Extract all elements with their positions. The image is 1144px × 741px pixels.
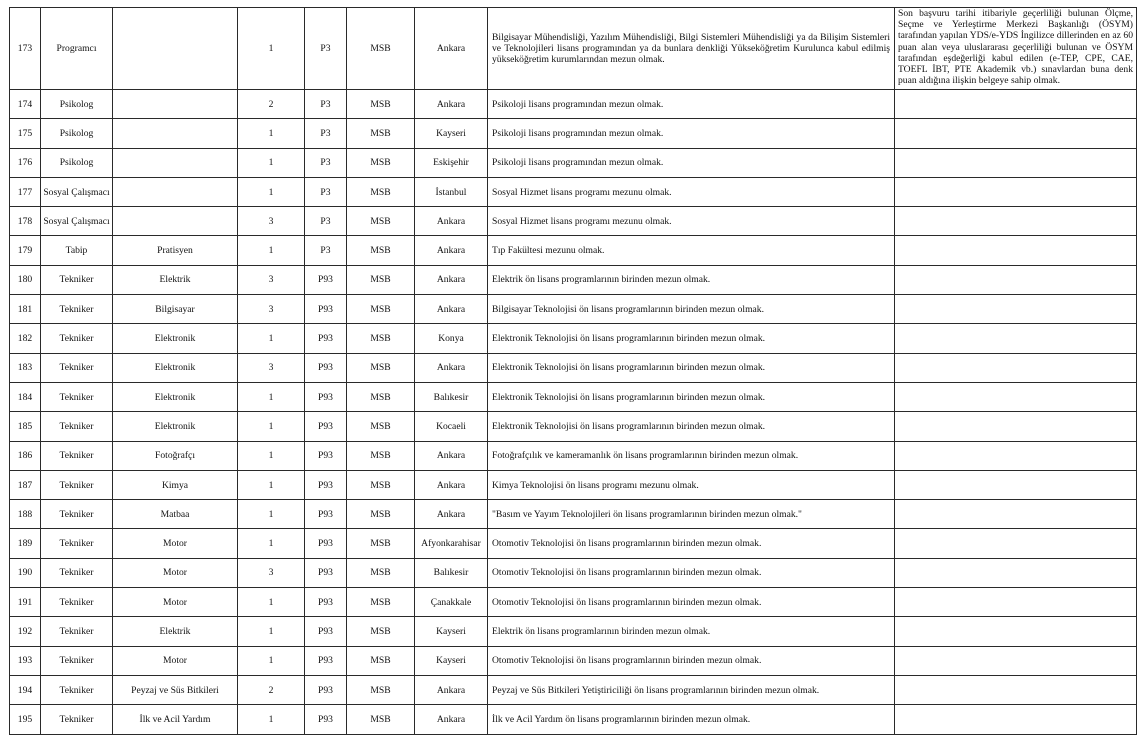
title-cell: Tabip [41, 236, 113, 265]
city-cell: Ankara [415, 90, 488, 119]
score-type-cell: P93 [305, 500, 347, 529]
education-requirement-cell: Elektronik Teknolojisi ön lisans programlarının birinden mezun olmak. [488, 382, 895, 411]
score-type-cell: P93 [305, 675, 347, 704]
score-type-cell: P3 [305, 148, 347, 177]
count-cell: 2 [238, 90, 305, 119]
title-cell: Tekniker [41, 353, 113, 382]
score-type-cell: P93 [305, 617, 347, 646]
city-cell: Kayseri [415, 617, 488, 646]
city-cell: Çanakkale [415, 588, 488, 617]
branch-cell: Motor [113, 529, 238, 558]
table-row [10, 500, 1137, 529]
additional-requirement-cell [895, 588, 1137, 617]
city-cell: Kayseri [415, 119, 488, 148]
branch-cell [113, 207, 238, 236]
branch-cell: Motor [113, 588, 238, 617]
title-cell: Sosyal Çalışmacı [41, 207, 113, 236]
additional-requirement-cell [895, 529, 1137, 558]
count-cell: 1 [238, 529, 305, 558]
table-row [10, 412, 1137, 441]
city-cell: Ankara [415, 470, 488, 499]
table-row [10, 646, 1137, 675]
score-type-cell: P3 [305, 236, 347, 265]
score-type-cell: P93 [305, 588, 347, 617]
institution-cell: MSB [347, 8, 415, 90]
branch-cell: Kimya [113, 470, 238, 499]
table-row [10, 588, 1137, 617]
count-cell: 1 [238, 412, 305, 441]
education-requirement-cell: Sosyal Hizmet lisans programı mezunu olmak. [488, 177, 895, 206]
city-cell: Ankara [415, 236, 488, 265]
city-cell: Ankara [415, 675, 488, 704]
row-number-cell: 177 [10, 177, 41, 206]
score-type-cell: P3 [305, 8, 347, 90]
positions-table [9, 7, 1137, 735]
score-type-cell: P93 [305, 353, 347, 382]
education-requirement-cell: Psikoloji lisans programından mezun olmak. [488, 148, 895, 177]
table-row [10, 236, 1137, 265]
education-requirement-cell: Kimya Teknolojisi ön lisans programı mezunu olmak. [488, 470, 895, 499]
row-number-cell: 175 [10, 119, 41, 148]
education-requirement-cell: Psikoloji lisans programından mezun olmak. [488, 90, 895, 119]
row-number-cell: 190 [10, 558, 41, 587]
title-cell: Tekniker [41, 558, 113, 587]
branch-cell: Motor [113, 558, 238, 587]
row-number-cell: 189 [10, 529, 41, 558]
count-cell: 1 [238, 324, 305, 353]
score-type-cell: P3 [305, 90, 347, 119]
institution-cell: MSB [347, 382, 415, 411]
title-cell: Tekniker [41, 705, 113, 734]
education-requirement-cell: Elektronik Teknolojisi ön lisans programlarının birinden mezun olmak. [488, 412, 895, 441]
score-type-cell: P93 [305, 646, 347, 675]
additional-requirement-cell [895, 412, 1137, 441]
row-number-cell: 195 [10, 705, 41, 734]
title-cell: Tekniker [41, 675, 113, 704]
count-cell: 1 [238, 236, 305, 265]
branch-cell: İlk ve Acil Yardım [113, 705, 238, 734]
count-cell: 3 [238, 353, 305, 382]
table-row [10, 90, 1137, 119]
title-cell: Tekniker [41, 412, 113, 441]
branch-cell: Elektronik [113, 412, 238, 441]
institution-cell: MSB [347, 470, 415, 499]
institution-cell: MSB [347, 617, 415, 646]
table-row [10, 8, 1137, 90]
city-cell: Ankara [415, 353, 488, 382]
row-number-cell: 182 [10, 324, 41, 353]
table-row [10, 207, 1137, 236]
count-cell: 3 [238, 207, 305, 236]
count-cell: 3 [238, 558, 305, 587]
city-cell: Eskişehir [415, 148, 488, 177]
institution-cell: MSB [347, 705, 415, 734]
title-cell: Tekniker [41, 529, 113, 558]
branch-cell: Matbaa [113, 500, 238, 529]
score-type-cell: P93 [305, 441, 347, 470]
education-requirement-cell: Sosyal Hizmet lisans programı mezunu olmak. [488, 207, 895, 236]
count-cell: 1 [238, 382, 305, 411]
city-cell: Ankara [415, 207, 488, 236]
institution-cell: MSB [347, 558, 415, 587]
title-cell: Tekniker [41, 382, 113, 411]
table-row [10, 470, 1137, 499]
additional-requirement-cell [895, 353, 1137, 382]
institution-cell: MSB [347, 588, 415, 617]
count-cell: 3 [238, 295, 305, 324]
branch-cell: Elektronik [113, 382, 238, 411]
education-requirement-cell: Psikoloji lisans programından mezun olmak. [488, 119, 895, 148]
title-cell: Tekniker [41, 646, 113, 675]
branch-cell [113, 119, 238, 148]
additional-requirement-cell [895, 382, 1137, 411]
city-cell: Afyonkarahisar [415, 529, 488, 558]
score-type-cell: P93 [305, 529, 347, 558]
score-type-cell: P93 [305, 265, 347, 294]
branch-cell: Elektronik [113, 324, 238, 353]
institution-cell: MSB [347, 207, 415, 236]
city-cell: Balıkesir [415, 558, 488, 587]
branch-cell: Fotoğrafçı [113, 441, 238, 470]
branch-cell [113, 148, 238, 177]
branch-cell: Elektrik [113, 265, 238, 294]
city-cell: Ankara [415, 8, 488, 90]
additional-requirement-cell [895, 675, 1137, 704]
education-requirement-cell: Tıp Fakültesi mezunu olmak. [488, 236, 895, 265]
city-cell: Ankara [415, 441, 488, 470]
title-cell: Tekniker [41, 470, 113, 499]
count-cell: 3 [238, 265, 305, 294]
row-number-cell: 193 [10, 646, 41, 675]
additional-requirement-cell [895, 295, 1137, 324]
institution-cell: MSB [347, 675, 415, 704]
additional-requirement-cell [895, 324, 1137, 353]
score-type-cell: P3 [305, 177, 347, 206]
additional-requirement-cell [895, 617, 1137, 646]
row-number-cell: 180 [10, 265, 41, 294]
row-number-cell: 186 [10, 441, 41, 470]
count-cell: 1 [238, 500, 305, 529]
table-row [10, 382, 1137, 411]
additional-requirement-cell [895, 500, 1137, 529]
additional-requirement-cell [895, 646, 1137, 675]
count-cell: 1 [238, 441, 305, 470]
city-cell: Kayseri [415, 646, 488, 675]
city-cell: Ankara [415, 500, 488, 529]
branch-cell: Pratisyen [113, 236, 238, 265]
count-cell: 1 [238, 617, 305, 646]
education-requirement-cell: Elektronik Teknolojisi ön lisans programlarının birinden mezun olmak. [488, 324, 895, 353]
row-number-cell: 181 [10, 295, 41, 324]
count-cell: 2 [238, 675, 305, 704]
table-row [10, 265, 1137, 294]
city-cell: Ankara [415, 705, 488, 734]
institution-cell: MSB [347, 441, 415, 470]
education-requirement-cell: Fotoğrafçılık ve kameramanlık ön lisans programlarının birinden mezun olmak. [488, 441, 895, 470]
city-cell: Ankara [415, 265, 488, 294]
additional-requirement-cell [895, 441, 1137, 470]
row-number-cell: 187 [10, 470, 41, 499]
score-type-cell: P93 [305, 324, 347, 353]
title-cell: Tekniker [41, 324, 113, 353]
row-number-cell: 178 [10, 207, 41, 236]
institution-cell: MSB [347, 90, 415, 119]
institution-cell: MSB [347, 177, 415, 206]
table-row [10, 324, 1137, 353]
title-cell: Tekniker [41, 617, 113, 646]
additional-requirement-cell [895, 236, 1137, 265]
branch-cell [113, 8, 238, 90]
title-cell: Sosyal Çalışmacı [41, 177, 113, 206]
count-cell: 1 [238, 470, 305, 499]
branch-cell: Elektrik [113, 617, 238, 646]
row-number-cell: 194 [10, 675, 41, 704]
branch-cell: Peyzaj ve Süs Bitkileri [113, 675, 238, 704]
score-type-cell: P93 [305, 470, 347, 499]
count-cell: 1 [238, 646, 305, 675]
count-cell: 1 [238, 705, 305, 734]
row-number-cell: 188 [10, 500, 41, 529]
table-row [10, 119, 1137, 148]
table-row [10, 441, 1137, 470]
city-cell: Konya [415, 324, 488, 353]
count-cell: 1 [238, 119, 305, 148]
row-number-cell: 184 [10, 382, 41, 411]
education-requirement-cell: Otomotiv Teknolojisi ön lisans programlarının birinden mezun olmak. [488, 646, 895, 675]
title-cell: Tekniker [41, 265, 113, 294]
count-cell: 1 [238, 8, 305, 90]
institution-cell: MSB [347, 119, 415, 148]
branch-cell: Elektronik [113, 353, 238, 382]
city-cell: Kocaeli [415, 412, 488, 441]
table-row [10, 529, 1137, 558]
title-cell: Tekniker [41, 295, 113, 324]
row-number-cell: 183 [10, 353, 41, 382]
city-cell: Balıkesir [415, 382, 488, 411]
education-requirement-cell: Otomotiv Teknolojisi ön lisans programlarının birinden mezun olmak. [488, 558, 895, 587]
score-type-cell: P93 [305, 412, 347, 441]
institution-cell: MSB [347, 324, 415, 353]
institution-cell: MSB [347, 500, 415, 529]
additional-requirement-cell [895, 148, 1137, 177]
additional-requirement-cell [895, 90, 1137, 119]
additional-requirement-cell [895, 207, 1137, 236]
table-row [10, 148, 1137, 177]
score-type-cell: P93 [305, 558, 347, 587]
education-requirement-cell: Bilgisayar Teknolojisi ön lisans programlarının birinden mezun olmak. [488, 295, 895, 324]
branch-cell [113, 90, 238, 119]
education-requirement-cell: İlk ve Acil Yardım ön lisans programlarının birinden mezun olmak. [488, 705, 895, 734]
row-number-cell: 191 [10, 588, 41, 617]
row-number-cell: 185 [10, 412, 41, 441]
additional-requirement-cell [895, 558, 1137, 587]
title-cell: Tekniker [41, 588, 113, 617]
count-cell: 1 [238, 588, 305, 617]
additional-requirement-cell [895, 470, 1137, 499]
additional-requirement-cell [895, 705, 1137, 734]
table-row [10, 177, 1137, 206]
table-row [10, 295, 1137, 324]
title-cell: Psikolog [41, 90, 113, 119]
institution-cell: MSB [347, 295, 415, 324]
additional-requirement-cell [895, 119, 1137, 148]
additional-requirement-cell [895, 177, 1137, 206]
branch-cell: Bilgisayar [113, 295, 238, 324]
city-cell: İstanbul [415, 177, 488, 206]
institution-cell: MSB [347, 353, 415, 382]
title-cell: Tekniker [41, 441, 113, 470]
education-requirement-cell: Bilgisayar Mühendisliği, Yazılım Mühendisliği, Bilgi Sistemleri Mühendisliği ya da Bilişim Sistemleri ve Teknolojileri lisans programından ya da bunlara denkliği Yükseköğretim Kurulunca kabul edilmiş yükseköğretim kurumlarından mezun olmak. [488, 8, 895, 90]
institution-cell: MSB [347, 646, 415, 675]
branch-cell: Motor [113, 646, 238, 675]
count-cell: 1 [238, 148, 305, 177]
score-type-cell: P3 [305, 207, 347, 236]
row-number-cell: 179 [10, 236, 41, 265]
count-cell: 1 [238, 177, 305, 206]
education-requirement-cell: Otomotiv Teknolojisi ön lisans programlarının birinden mezun olmak. [488, 588, 895, 617]
institution-cell: MSB [347, 148, 415, 177]
table-row [10, 558, 1137, 587]
education-requirement-cell: Elektrik ön lisans programlarının birinden mezun olmak. [488, 617, 895, 646]
institution-cell: MSB [347, 412, 415, 441]
title-cell: Psikolog [41, 119, 113, 148]
city-cell: Ankara [415, 295, 488, 324]
table-row [10, 353, 1137, 382]
institution-cell: MSB [347, 236, 415, 265]
additional-requirement-cell [895, 265, 1137, 294]
education-requirement-cell: Elektronik Teknolojisi ön lisans programlarının birinden mezun olmak. [488, 353, 895, 382]
table-row [10, 705, 1137, 734]
score-type-cell: P93 [305, 295, 347, 324]
education-requirement-cell: Peyzaj ve Süs Bitkileri Yetiştiriciliği ön lisans programlarının birinden mezun olmak. [488, 675, 895, 704]
title-cell: Psikolog [41, 148, 113, 177]
score-type-cell: P93 [305, 705, 347, 734]
score-type-cell: P3 [305, 119, 347, 148]
table-row [10, 617, 1137, 646]
institution-cell: MSB [347, 529, 415, 558]
education-requirement-cell: Otomotiv Teknolojisi ön lisans programlarının birinden mezun olmak. [488, 529, 895, 558]
row-number-cell: 174 [10, 90, 41, 119]
score-type-cell: P93 [305, 382, 347, 411]
additional-requirement-cell: Son başvuru tarihi itibariyle geçerliliği bulunan Ölçme, Seçme ve Yerleştirme Merkezi Başkanlığı (ÖSYM) tarafından yapılan YDS/e-YDS İngilizce dillerinden en az 60 puan alan veya uluslararası geçerliliği bulunan ve ÖSYM tarafından eşdeğerliği kabul edilen (e-TEP, CPE, CAE, TOEFL İBT, PTE Akademik vb.) sınavlardan buna denk puan aldığına ilişkin belgeye sahip olmak. [895, 8, 1137, 90]
row-number-cell: 173 [10, 8, 41, 90]
education-requirement-cell: "Basım ve Yayım Teknolojileri ön lisans programlarının birinden mezun olmak." [488, 500, 895, 529]
row-number-cell: 176 [10, 148, 41, 177]
education-requirement-cell: Elektrik ön lisans programlarının birinden mezun olmak. [488, 265, 895, 294]
institution-cell: MSB [347, 265, 415, 294]
table-row [10, 675, 1137, 704]
title-cell: Tekniker [41, 500, 113, 529]
row-number-cell: 192 [10, 617, 41, 646]
title-cell: Programcı [41, 8, 113, 90]
table-body [10, 8, 1137, 735]
branch-cell [113, 177, 238, 206]
